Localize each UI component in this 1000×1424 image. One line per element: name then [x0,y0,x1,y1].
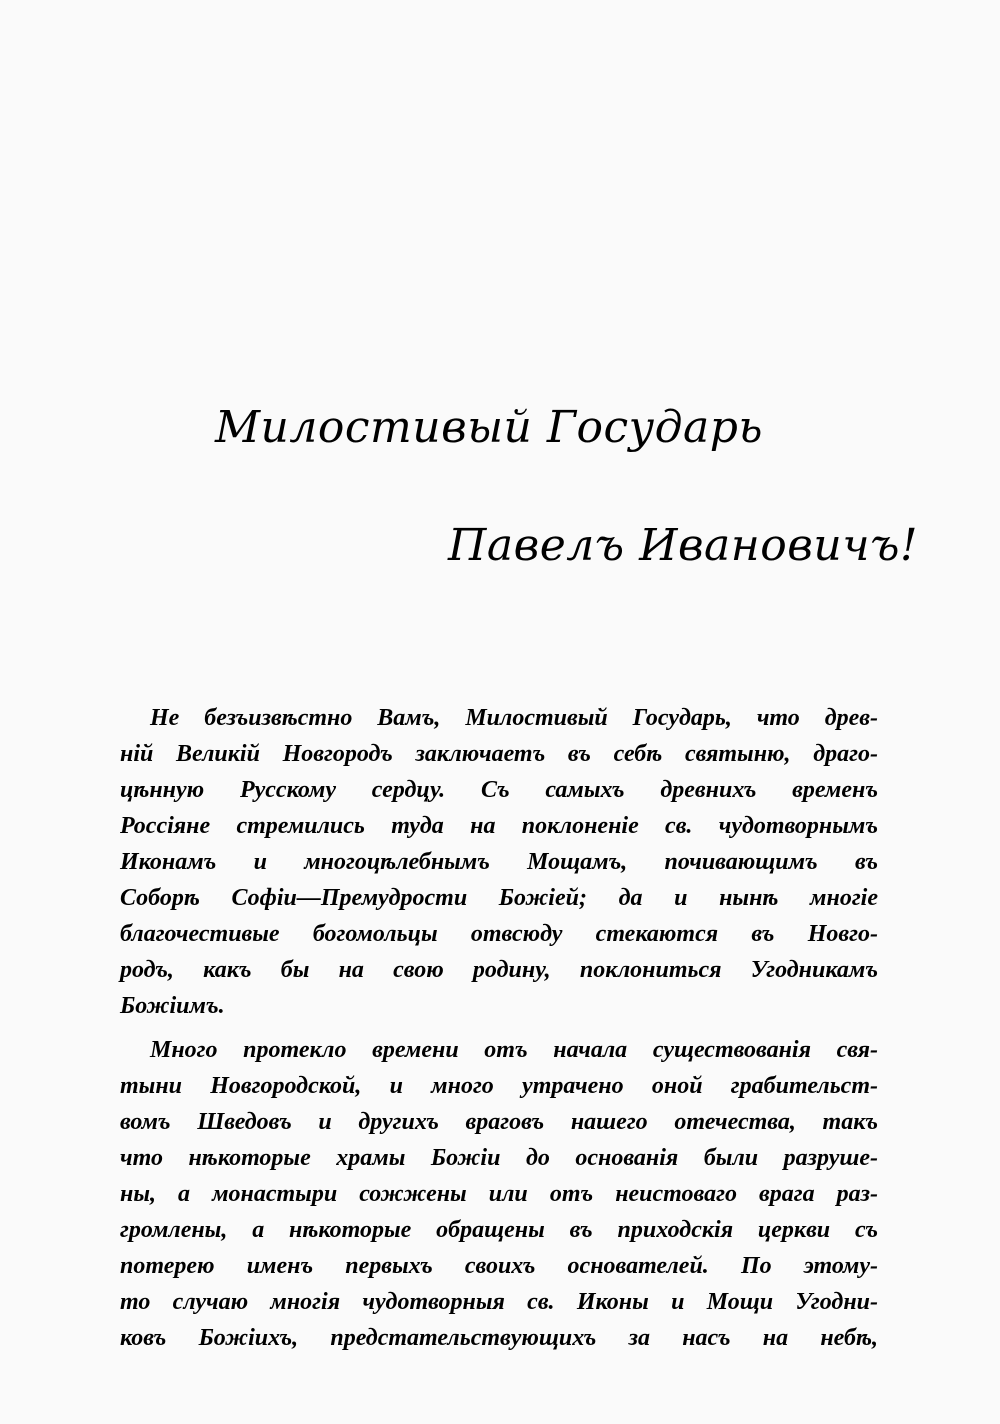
text-line: ковъ Божіихъ, предстательствующихъ за насъ на небѣ, [120,1325,878,1351]
paragraph-1 [120,700,878,1024]
text-line: Россіяне стремились туда на поклоненіе св. чудотворнымъ [120,813,878,839]
text-line: Соборѣ Софіи—Премудрости Божіей; да и нынѣ многіе [120,885,878,911]
text-line: Божіимъ. [120,993,225,1019]
text-line: то случаю многія чудотворныя св. Иконы и Мощи Угодни- [120,1289,878,1315]
salutation-line-1: Милостивый Государь [215,402,763,453]
text-line: Не безъизвѣстно Вамъ, Милостивый Государь, что древ- [150,705,878,731]
text-line: Много протекло времени отъ начала существованія свя- [150,1037,878,1063]
text-line: родъ, какъ бы на свою родину, поклониться Угодникамъ [120,957,878,983]
text-line: потерею именъ первыхъ своихъ основателей. По этому- [120,1253,878,1279]
text-line: благочестивые богомольцы отвсюду стекаются въ Новго- [120,921,878,947]
text-line: тыни Новгородской, и много утрачено оной грабительст- [120,1073,878,1099]
text-line: ній Великій Новгородъ заключаетъ въ себѣ святыню, драго- [120,741,878,767]
text-line: ны, а монастыри сожжены или отъ неистоваго врага раз- [120,1181,878,1207]
letter-body [120,700,878,1356]
text-line: вомъ Шведовъ и другихъ враговъ нашего отечества, такъ [120,1109,878,1135]
text-line: что нѣкоторые храмы Божіи до основанія были разруше- [120,1145,878,1171]
paragraph-2 [120,1032,878,1356]
text-line: Иконамъ и многоцѣлебнымъ Мощамъ, почивающимъ въ [120,849,878,875]
text-line: громлены, а нѣкоторые обращены въ приходскія церкви съ [120,1217,878,1243]
salutation-line-2: Павелъ Ивановичъ! [448,520,919,571]
text-line: цѣнную Русскому сердцу. Съ самыхъ древнихъ временъ [120,777,878,803]
